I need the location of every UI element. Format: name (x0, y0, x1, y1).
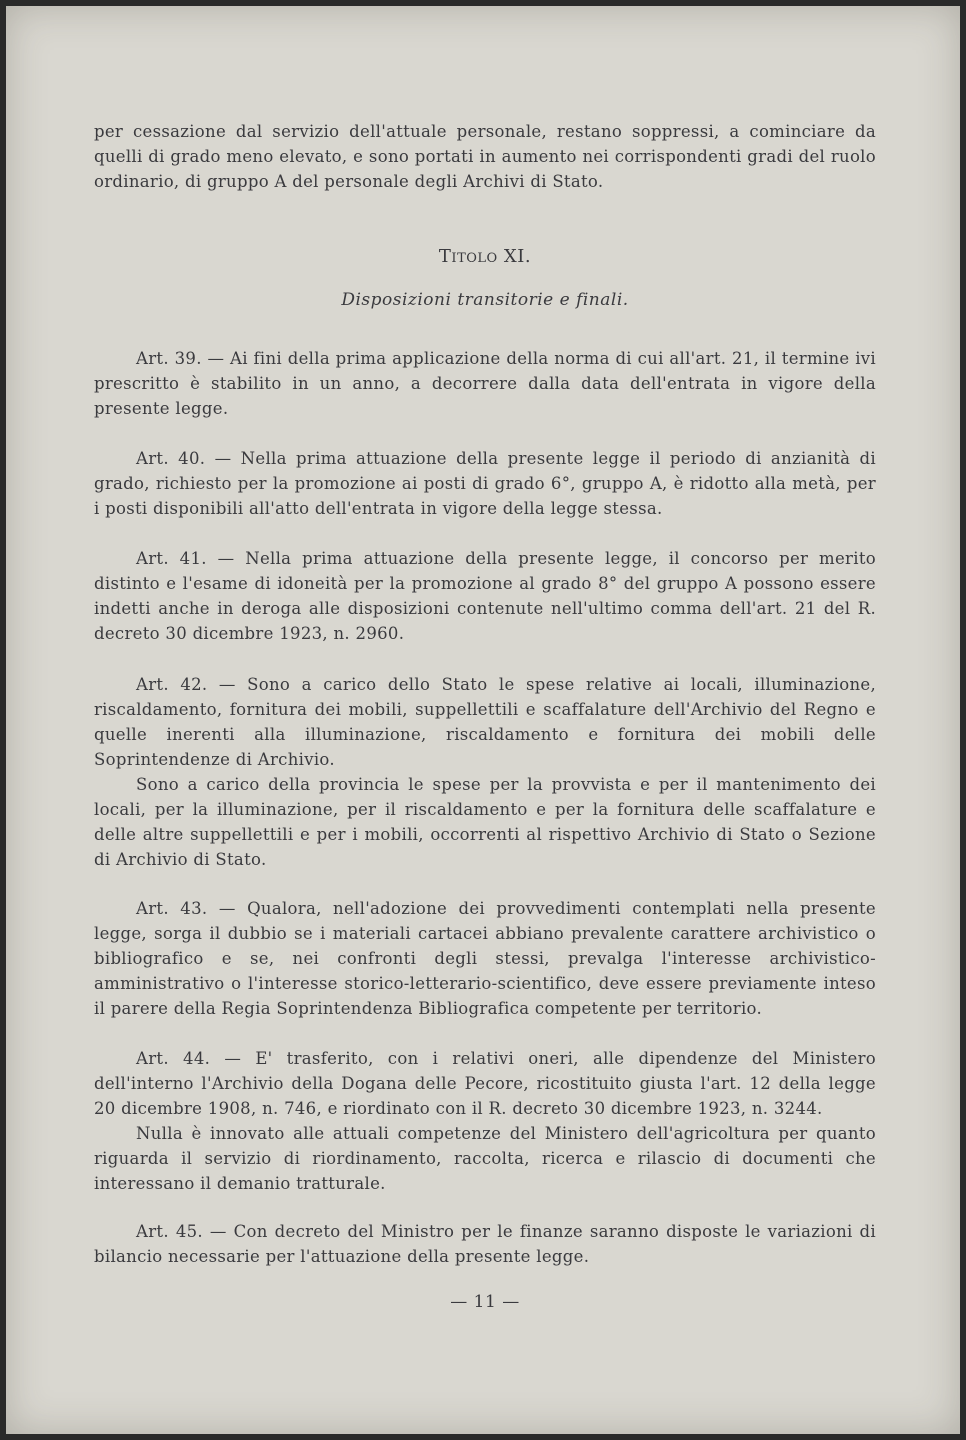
article-45 (94, 1219, 876, 1269)
document-page (6, 6, 960, 1434)
article-40 (94, 446, 876, 521)
article-41-text: Art. 41. — Nella prima attuazione della presente legge, il concorso per merito distinto e l'esame di idoneità per la promozione al grado 8° del gruppo A possono essere indetti anche in deroga alle disposizioni contenute nell'ultimo comma dell'art. 21 del R. decreto 30 dicembre 1923, n. 2960. (94, 549, 876, 643)
section-title: Titolo XI. (438, 246, 532, 267)
intro-text: per cessazione dal servizio dell'attuale personale, restano soppressi, a cominciare da quelli di grado meno elevato, e sono portati in aumento nei corrispondenti gradi del ruolo ordinario, di gruppo A del personale degli Archivi di Stato. (94, 122, 876, 191)
article-42 (94, 672, 876, 872)
article-43-text: Art. 43. — Qualora, nell'adozione dei provvedimenti contemplati nella presente legge, sorga il dubbio se i materiali cartacei abbiano prevalente carattere archivistico o bibliografico e se, nei confronti degli stessi, prevalga l'interesse archivistico-amministrativo o l'interesse storico-letterario-scientifico, deve essere previamente inteso il parere della Regia Soprintendenza Bibliografica competente per territorio. (94, 899, 876, 1018)
page-number: — 11 — (450, 1292, 520, 1312)
article-43 (94, 896, 876, 1021)
article-44-text: Art. 44. — E' trasferito, con i relativi oneri, alle dipendenze del Ministero dell'interno l'Archivio della Dogana delle Pecore, ricostituito giusta l'art. 12 della legge 20 dicembre 1908, n. 746, e riordinato con il R. decreto 30 dicembre 1923, n. 3244. (94, 1049, 876, 1118)
article-40-text: Art. 40. — Nella prima attuazione della presente legge il periodo di anzianità di grado, richiesto per la promozione ai posti di grado 6°, gruppo A, è ridotto alla metà, per i posti disponibili all'atto dell'entrata in vigore della legge stessa. (94, 449, 876, 518)
article-45-text: Art. 45. — Con decreto del Ministro per le finanze saranno disposte le variazioni di bilancio necessarie per l'attuazione della presente legge. (94, 1222, 876, 1266)
article-39 (94, 346, 876, 421)
article-41 (94, 546, 876, 646)
article-42-text: Art. 42. — Sono a carico dello Stato le spese relative ai locali, illuminazione, riscaldamento, fornitura dei mobili, suppellettili e scaffalature dell'Archivio del Regno e quelle inerenti alla illuminazione, riscaldamento e fornitura dei mobili delle Soprintendenze di Archivio. (94, 675, 876, 769)
section-subtitle: Disposizioni transitorie e finali. (341, 290, 629, 310)
article-44-second-paragraph: Nulla è innovato alle attuali competenze del Ministero dell'agricoltura per quanto riguarda il servizio di riordinamento, raccolta, ricerca e rilascio di documenti che interessano il demanio tratturale. (94, 1124, 876, 1193)
intro-paragraph (94, 119, 876, 194)
article-44 (94, 1046, 876, 1196)
article-39-text: Art. 39. — Ai fini della prima applicazione della norma di cui all'art. 21, il termine ivi prescritto è stabilito in un anno, a decorrere dalla data dell'entrata in vigore della presente legge. (94, 349, 876, 418)
article-42-second-paragraph: Sono a carico della provincia le spese per la provvista e per il mantenimento dei locali, per la illuminazione, per il riscaldamento e per la fornitura delle scaffalature e delle altre suppellettili e per i mobili, occorrenti al rispettivo Archivio di Stato o Sezione di Archivio di Stato. (94, 775, 876, 869)
